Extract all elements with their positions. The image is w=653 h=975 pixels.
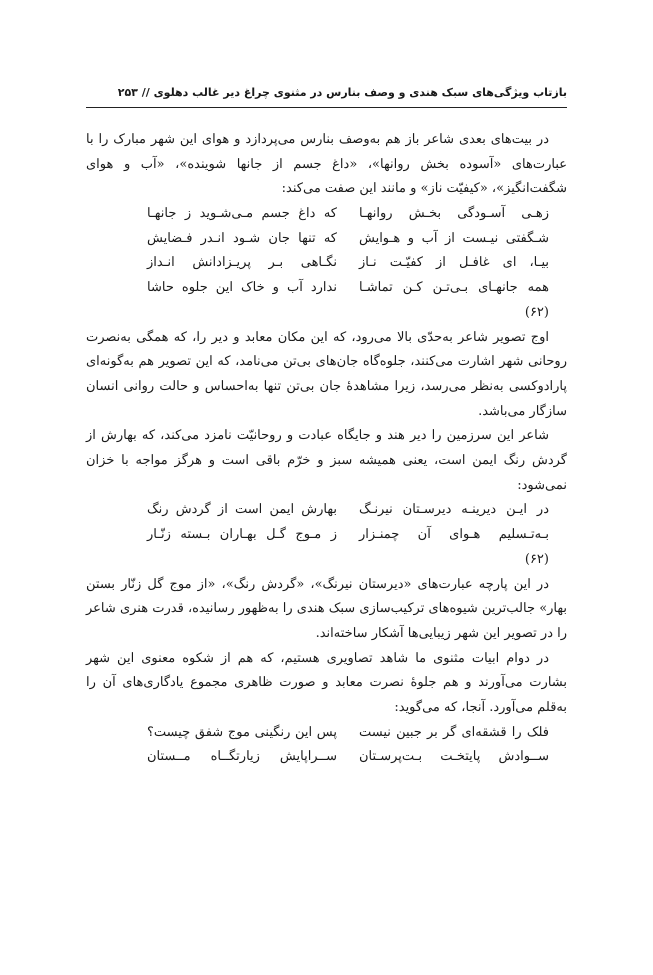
verse-couplet: [86, 523, 549, 548]
hemistich-second: که تنها جان شـود انـدر فـضایش: [147, 230, 337, 246]
hemistich-first: همه جانهـای بـی‌تـن کـن تماشـا: [359, 280, 549, 296]
verse-couplet: [86, 202, 549, 227]
verse-couplet: [86, 251, 549, 276]
hemistich-first: ســوادش پایتخـت بـت‌پرسـتان: [359, 749, 549, 765]
verse-reference: (۶۲): [524, 304, 549, 320]
paragraph: در دوام ابیات مثنوی ما شاهد تصاویری هستیم، که هم از شکوه معنوی این شهر بشارت می‌آورند و هم جلوهٔ نصرت معابد و صورت ظاهری مجموع یادگاری‌های آن را به‌قلم می‌آورد. آنجا، که می‌گوید:: [86, 650, 567, 716]
hemistich-second: بهارش ایمن است از گردش رنگ: [147, 502, 337, 518]
hemistich-second: ســراپایش زیارتگــاه مــستان: [147, 749, 337, 765]
page-body: [86, 128, 567, 770]
hemistich-first: شـگفتی نیـست از آب و هـوایش: [359, 230, 549, 246]
hemistich-second: که داغ جسم مـی‌شـوید ز جانهـا: [147, 206, 337, 222]
paragraph: اوج تصویر شاعر به‌حدّی بالا می‌رود، که این مکان معابد و دیر را، که همگی به‌نصرت روحانی شهر اشارت می‌کنند، جلوه‌گاه جان‌های بی‌تن می‌نامد، که این تصویر هم به‌گونه‌ای پارادوکسی به‌نظر می‌رسد، زیرا مشاهدهٔ جان بی‌تن تنها به‌احساس و حالت روانی انسان سازگار می‌باشد.: [86, 329, 567, 419]
hemistich-first: در ایـن دیرینـه دیرسـتان نیرنـگ: [359, 502, 549, 518]
hemistich-second: پس این رنگینی موج شفق چیست؟: [147, 724, 337, 740]
hemistich-second: نگـاهی بـر پریـزادانش انـداز: [147, 255, 337, 271]
hemistich-first: زهـی آسـودگی بخـش روانهـا: [359, 206, 549, 222]
hemistich-second: ز مـوج گـل بهـاران بـسته زنّـار: [147, 527, 337, 543]
hemistich-first: بیـا، ای غافـل از کفیّـت نـاز: [359, 255, 549, 271]
verse-couplet: [86, 276, 549, 301]
hemistich-first: فلک را قشقه‌ای گر بر جبین نیست: [359, 724, 549, 740]
hemistich-second: ندارد آب و خاک این جلوه حاشا: [147, 280, 337, 296]
verse-reference: (۶۲): [524, 551, 549, 567]
paragraph: شاعر این سرزمین را دیر هند و جایگاه عبادت و روحانیّت نامزد می‌کند، که بهارش از گردش رنگ ایمن است، یعنی همیشه سبز و خرّم باقی است و هرگز مواجه با خزان نمی‌شود:: [86, 428, 567, 493]
paragraph: در این پارچه عبارت‌های «دیرستان نیرنگ»، «گردش رنگ»، «از موج گل زنّار بستن بهار» جالب‌ترین شیوه‌های ترکیب‌سازی سبک هندی را به‌ظهور رسانیده، قدرت هنری شاعر را در تصویر این شهر زیبایی‌ها آشکار ساخته‌اند.: [86, 576, 567, 641]
running-header: بازتاب ویژگی‌های سبک هندی و وصف بنارس در مثنوی چراغ دیر غالب دهلوی // ۲۵۳: [86, 83, 567, 108]
verse-couplet: [86, 721, 549, 746]
verse-couplet: [86, 498, 549, 523]
verse-couplet: [86, 227, 549, 252]
paragraph: در بیت‌های بعدی شاعر باز هم به‌وصف بنارس می‌پردازد و هوای این شهر مبارک را با عبارت‌های «آسوده بخش روانها»، «داغ جسم از جانها شوینده»، «آب و هوای شگفت‌انگیز»، «کیفیّت ناز» و مانند این صفت می‌کند:: [86, 132, 567, 197]
verse-couplet: [86, 745, 549, 770]
hemistich-first: بـه‌تـسلیم هـوای آن چمنـزار: [359, 527, 549, 543]
